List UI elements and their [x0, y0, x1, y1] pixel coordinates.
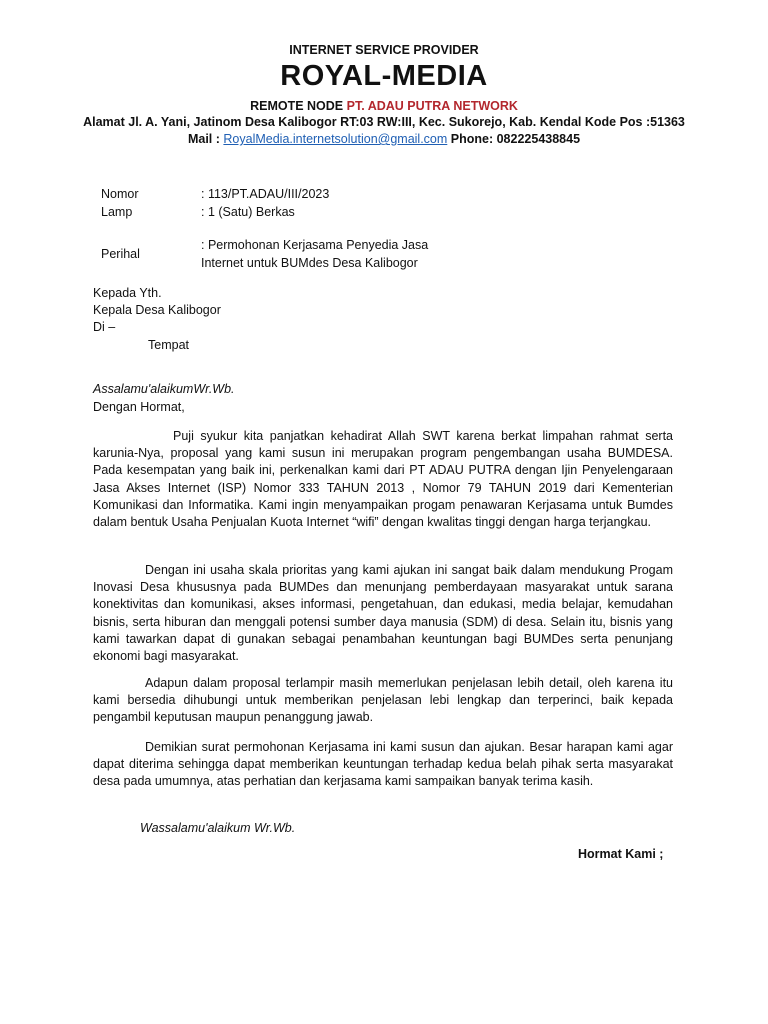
body-paragraph-1: Puji syukur kita panjatkan kehadirat Allah SWT karena berkat limpahan rahmat serta karunia-Nya, proposal yang kami susun ini merupakan program pengembangan usaha BUMDESA. Pada kesempatan yang baik ini, perkenalkan kami dari PT ADAU PUTRA dengan Ijin Penyelengaraan Jasa Akses Internet (ISP) Nomor 333 TAHUN 2013 , Nomor 79 TAHUN 2019 dari Kementerian Komunikasi dan Informatika. Kami ingin menyampaikan progam penawaran Kerjasama untuk Bumdes dalam bentuk Usaha Penjualan Kuota Internet “wifi” dengan kwalitas tinggi dengan harga terjangkau.: [93, 429, 673, 530]
company-name: ROYAL-MEDIA: [280, 60, 488, 92]
perihal-value-2: Internet untuk BUMdes Desa Kalibogor: [201, 256, 418, 270]
perihal-label: Perihal: [101, 247, 140, 261]
signature-line: Hormat Kami ;: [578, 847, 664, 861]
opening-hormat: Dengan Hormat,: [93, 400, 185, 414]
lamp-value: : 1 (Satu) Berkas: [201, 205, 295, 219]
body-paragraph-2: Dengan ini usaha skala prioritas yang kami ajukan ini sangat baik dalam mendukung Progam Inovasi Desa khususnya pada BUMDes dan menunjang pemberdayaan masyarakat untuk sarana konektivitas dan komunikasi, akses informasi, pengetahuan, dan edukasi, media belajar, kemudahan bisnis, serta hiburan dan menggali potensi sumber daya manusia (SDM) di desa. Selain itu, bisnis yang kami tawarkan dapat di gunakan sebagai penambahan keuntungan bagi BUMDes serta penunjang ekonomi bagi masyarakat.: [93, 563, 673, 664]
recipient-line-4: Tempat: [148, 338, 189, 352]
body-paragraph-3: Adapun dalam proposal terlampir masih memerlukan penjelasan lebih detail, oleh karena itu kami bersedia dihubungi untuk memberikan penjelasan lebi lengkap dan terperinci, baik kepada pengambil keputusan maupun penanggung jawab.: [93, 676, 673, 725]
company-type: INTERNET SERVICE PROVIDER: [289, 43, 479, 57]
remote-node-prefix: REMOTE NODE: [250, 99, 347, 113]
phone-number: Phone: 082225438845: [447, 132, 581, 146]
email-link[interactable]: RoyalMedia.internetsolution@gmail.com: [223, 132, 448, 146]
body-paragraph-4: Demikian surat permohonan Kerjasama ini kami susun dan ajukan. Besar harapan kami agar dapat diterima sehingga dapat memberikan keuntungan terhadap kedua belah pihak serta masyarakat desa pada umumnya, atas perhatian dan kerjasama kami sampaikan banyak terima kasih.: [93, 740, 673, 789]
mail-label: Mail :: [187, 132, 224, 146]
nomor-label: Nomor: [101, 187, 139, 201]
remote-node-line: [0, 99, 768, 113]
closing-salam: Wassalamu'alaikum Wr.Wb.: [140, 821, 296, 835]
company-address: Alamat Jl. A. Yani, Jatinom Desa Kalibogor RT:03 RW:III, Kec. Sukorejo, Kab. Kendal Kode Pos :51363: [83, 115, 685, 129]
nomor-value: : 113/PT.ADAU/III/2023: [201, 187, 330, 201]
recipient-line-2: Kepala Desa Kalibogor: [93, 303, 221, 317]
recipient-line-3: Di –: [93, 320, 116, 334]
contact-line: [0, 132, 768, 146]
lamp-label: Lamp: [101, 205, 133, 219]
recipient-line-1: Kepada Yth.: [93, 286, 162, 300]
opening-salam: Assalamu'alaikumWr.Wb.: [93, 382, 235, 396]
perihal-value-1: : Permohonan Kerjasama Penyedia Jasa: [201, 238, 429, 252]
remote-node-name: PT. ADAU PUTRA NETWORK: [346, 99, 518, 113]
